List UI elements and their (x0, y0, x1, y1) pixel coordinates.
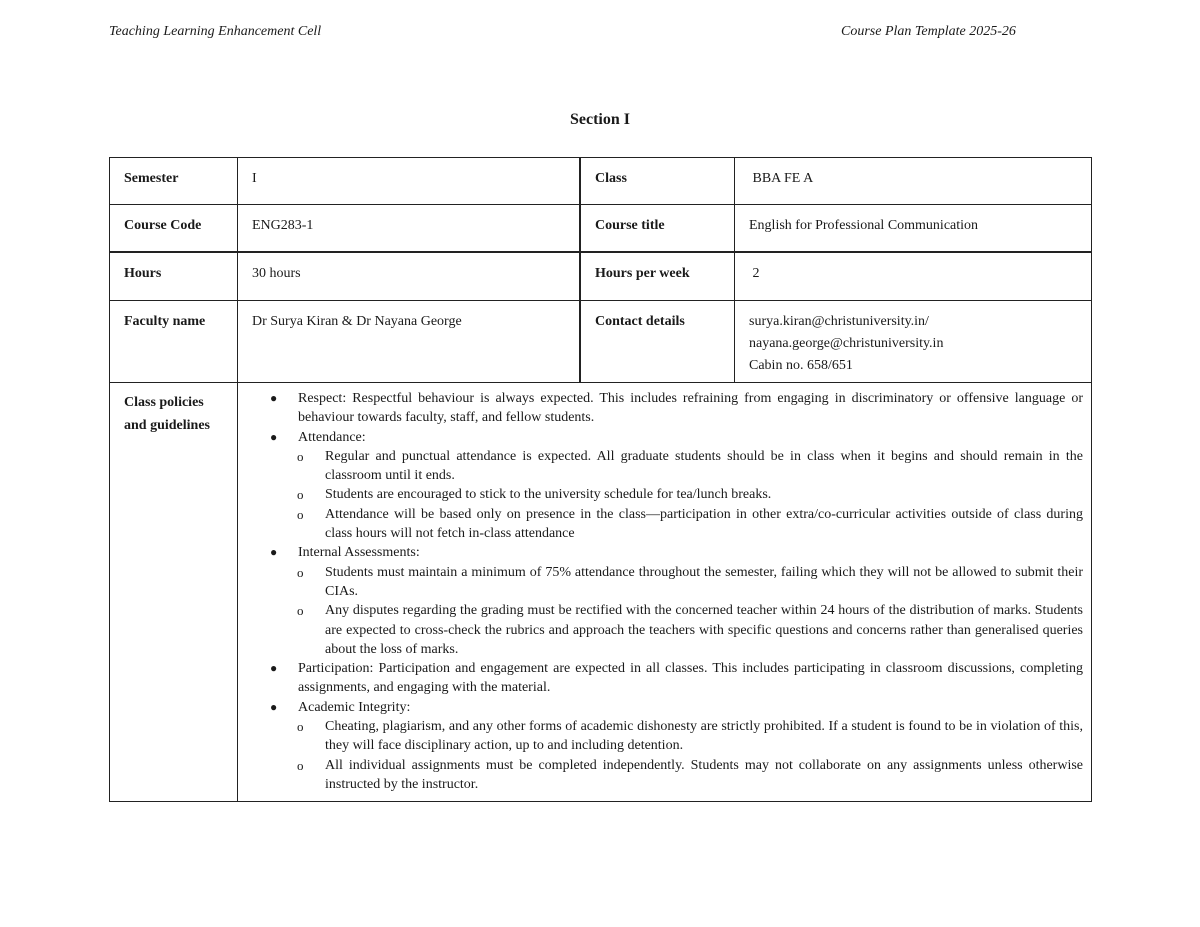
course-code-value: ENG283-1 (238, 205, 581, 251)
bullet-icon: ● (270, 391, 278, 405)
section-title: Section I (570, 111, 630, 128)
hours-per-week-label: Hours per week (581, 253, 735, 300)
header-right-text: Course Plan Template 2025-26 (841, 24, 1016, 39)
sub-bullet-icon: o (297, 506, 304, 522)
contact-details-value (735, 301, 1092, 382)
semester-value: I (238, 158, 581, 204)
course-title-value: English for Professional Communication (735, 205, 1092, 251)
policy-subitem (270, 563, 1083, 602)
sub-bullet-icon: o (297, 603, 304, 619)
policy-subitem (270, 447, 1083, 486)
policy-item-respect (270, 389, 1083, 428)
hours-value: 30 hours (238, 253, 581, 300)
course-title-label: Course title (581, 205, 735, 251)
sub-bullet-icon: o (297, 757, 304, 773)
contact-email-2: nayana.george@christuniversity.in (749, 336, 944, 351)
table-row-faculty (110, 301, 1092, 383)
sub-bullet-icon: o (297, 487, 304, 503)
semester-label: Semester (110, 158, 238, 204)
table-row-policies (110, 383, 1092, 802)
policy-subtext: Cheating, plagiarism, and any other forms of academic dishonesty are strictly prohibited. If a student is found to be in violation of this, they will face disciplinary action, up to and including detention. (325, 719, 1083, 754)
policy-subtext: Any disputes regarding the grading must be rectified with the concerned teacher within 24 hours of the distribution of marks. Students are expected to cross-check the rubrics and approach the teachers with specific questions and concerns rather than generalised queries about the loss of marks. (325, 603, 1083, 657)
policy-item-attendance (270, 428, 1083, 447)
sub-bullet-icon: o (297, 564, 304, 580)
policy-text: Internal Assessments: (298, 545, 420, 561)
contact-details-label: Contact details (581, 301, 735, 382)
bullet-icon: ● (270, 429, 278, 444)
policies-label (110, 383, 238, 801)
policy-subitem (270, 717, 1083, 756)
policy-subtext: Students are encouraged to stick to the university schedule for tea/lunch breaks. (325, 487, 772, 503)
table-row-course (110, 205, 1092, 253)
policy-bullets (270, 389, 1083, 794)
policy-subitem (270, 756, 1083, 795)
policy-subtext: Attendance will be based only on presence in the class—participation in other extra/co-curricular activities outside of class during class hours will not fetch in-class attendance (325, 506, 1083, 542)
table-row-semester (110, 158, 1092, 205)
policy-item-internal-assessments (270, 543, 1083, 562)
contact-cabin: Cabin no. 658/651 (749, 358, 853, 373)
policy-text: Attendance: (298, 429, 366, 445)
policy-subtext: Students must maintain a minimum of 75% attendance throughout the semester, failing which they will not be allowed to submit their CIAs. (325, 564, 1083, 599)
contact-email-1: surya.kiran@christuniversity.in/ (749, 314, 929, 329)
policy-subitem (270, 601, 1083, 659)
bullet-icon: ● (270, 661, 278, 676)
policy-subtext: All individual assignments must be completed independently. Students may not collaborate on any assignments unless otherwise instructed by the instructor. (325, 757, 1083, 792)
policy-item-participation (270, 659, 1083, 698)
hours-per-week-value: 2 (735, 253, 1092, 300)
class-value: BBA FE A (735, 158, 1092, 204)
sub-bullet-icon: o (297, 448, 304, 464)
faculty-name-label: Faculty name (110, 301, 238, 382)
policy-subitem (270, 485, 1083, 504)
table-row-hours (110, 253, 1092, 301)
faculty-name-value: Dr Surya Kiran & Dr Nayana George (238, 301, 581, 382)
course-info-table (109, 157, 1092, 802)
sub-bullet-icon: o (297, 719, 304, 735)
bullet-icon: ● (270, 699, 278, 714)
policy-text: Participation: Participation and engagement are expected in all classes. This includes participating in classroom discussions, completing assignments, and engaging with the material. (298, 661, 1083, 696)
policies-label-line2: and guidelines (124, 418, 210, 433)
class-label: Class (581, 158, 735, 204)
policy-item-academic-integrity (270, 698, 1083, 717)
bullet-icon: ● (270, 545, 278, 560)
policy-subitem (270, 505, 1083, 544)
policy-text: Respect: Respectful behaviour is always expected. This includes refraining from engaging in discriminatory or offensive language or behaviour towards faculty, staff, and fellow students. (298, 391, 1083, 426)
policy-subtext: Regular and punctual attendance is expected. All graduate students should be in class when it begins and should remain in the classroom until it ends. (325, 448, 1083, 484)
hours-label: Hours (110, 253, 238, 300)
header-left-text: Teaching Learning Enhancement Cell (109, 24, 322, 39)
policies-label-line1: Class policies (124, 395, 204, 410)
policies-list (238, 383, 1092, 801)
course-code-label: Course Code (110, 205, 238, 251)
policy-text: Academic Integrity: (298, 699, 411, 715)
